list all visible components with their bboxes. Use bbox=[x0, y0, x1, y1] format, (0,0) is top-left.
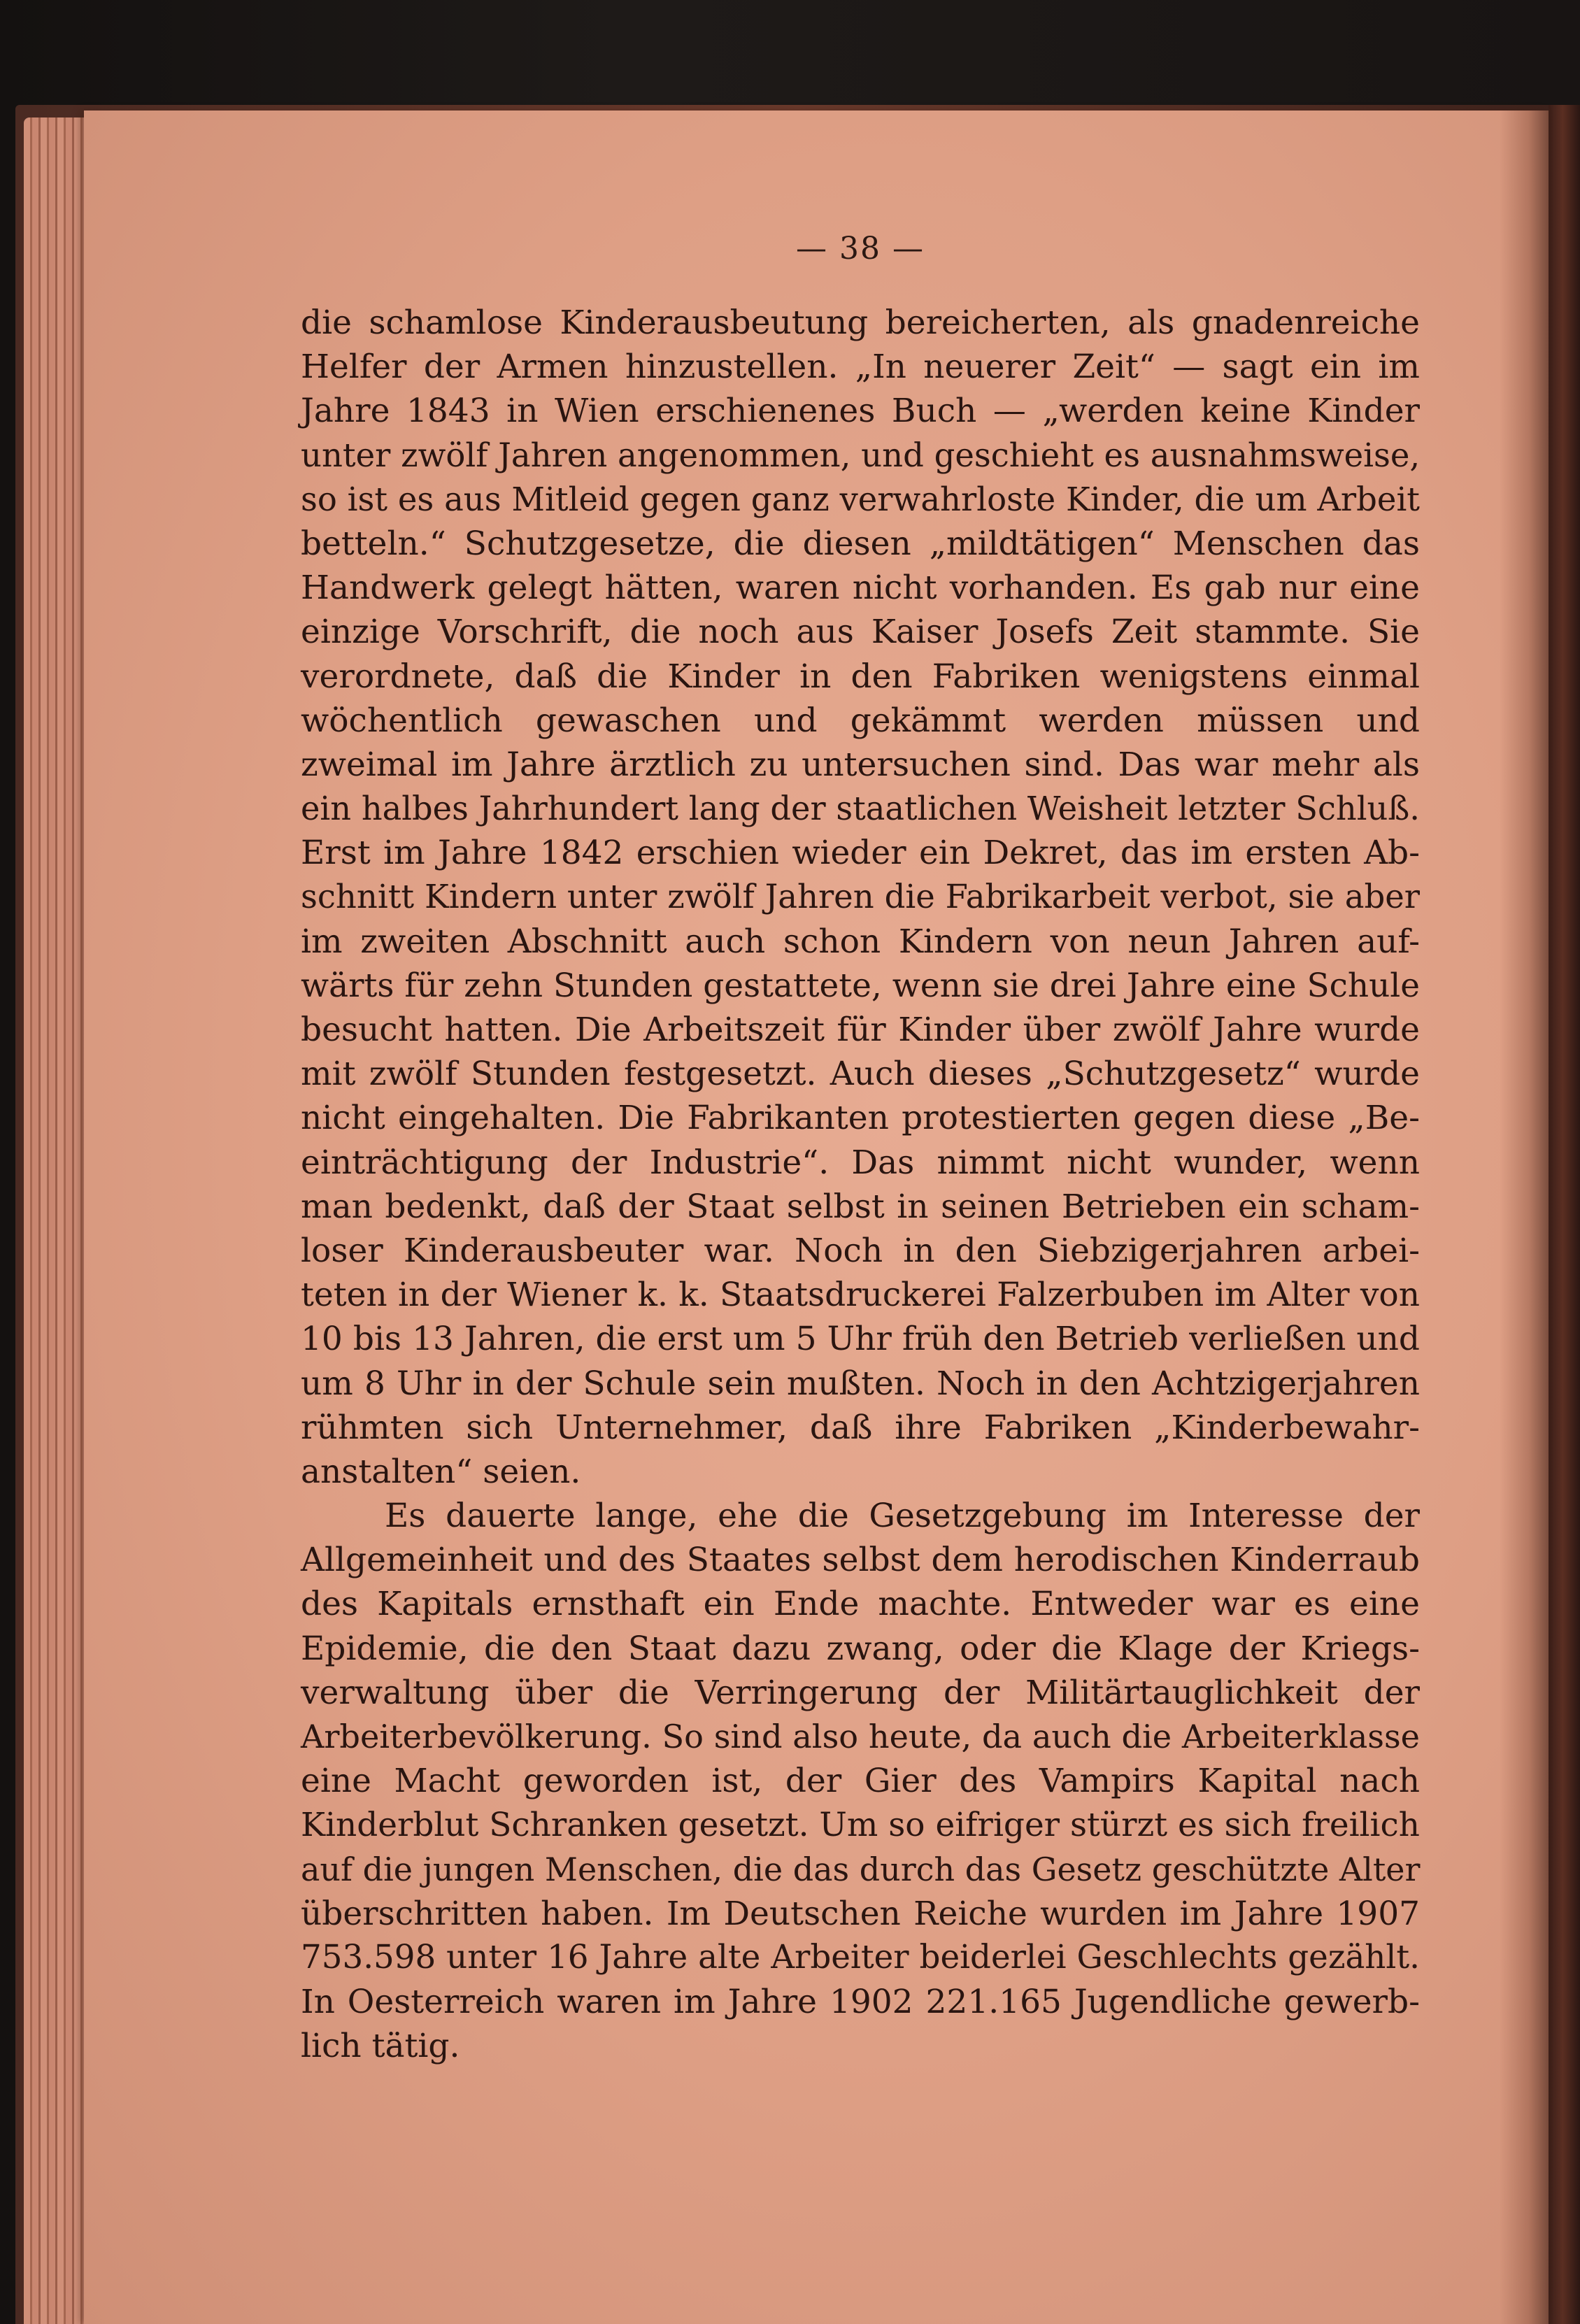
text-line: In Oesterreich waren im Jahre 1902 221.165 Jugendliche gewerb- bbox=[301, 1983, 1420, 2022]
text-line: Handwerk gelegt hätten, waren nicht vorhanden. Es gab nur eine bbox=[301, 569, 1420, 608]
text-line: wöchentlich gewaschen und gekämmt werden müssen und bbox=[301, 701, 1420, 740]
text-line: einzige Vorschrift, die noch aus Kaiser Josefs Zeit stammte. Sie bbox=[301, 613, 1420, 652]
text-line: Kinderblut Schranken gesetzt. Um so eifriger stürzt es sich freilich bbox=[301, 1806, 1420, 1845]
text-line: zweimal im Jahre ärztlich zu untersuchen sind. Das war mehr als bbox=[301, 745, 1420, 784]
text-line: überschritten haben. Im Deutschen Reiche wurden im Jahre 1907 bbox=[301, 1894, 1420, 1933]
text-line: verordnete, daß die Kinder in den Fabriken wenigstens einmal bbox=[301, 657, 1420, 696]
page-gutter-shadow bbox=[1500, 111, 1549, 2324]
text-line: anstalten“ seien. bbox=[301, 1452, 581, 1491]
text-line: rühmten sich Unternehmer, daß ihre Fabriken „Kinderbewahr- bbox=[301, 1408, 1420, 1447]
text-line: ein halbes Jahrhundert lang der staatlichen Weisheit letzter Schluß. bbox=[301, 790, 1420, 828]
text-line: verwaltung über die Verringerung der Militärtauglichkeit der bbox=[301, 1673, 1420, 1712]
text-line: man bedenkt, daß der Staat selbst in seinen Betrieben ein scham- bbox=[301, 1187, 1420, 1226]
text-line: 10 bis 13 Jahren, die erst um 5 Uhr früh den Betrieb verließen und bbox=[301, 1320, 1420, 1359]
text-line: betteln.“ Schutzgesetze, die diesen „mildtätigen“ Menschen das bbox=[301, 524, 1420, 563]
text-line: besucht hatten. Die Arbeitszeit für Kinder über zwölf Jahre wurde bbox=[301, 1011, 1420, 1049]
text-line: schnitt Kindern unter zwölf Jahren die Fabrikarbeit verbot, sie aber bbox=[301, 878, 1420, 916]
paragraph-2 bbox=[301, 1494, 1420, 2068]
text-line: lich tätig. bbox=[301, 2027, 460, 2066]
text-line: Es dauerte lange, ehe die Gesetzgebung im Interesse der bbox=[385, 1497, 1420, 1536]
text-line: loser Kinderausbeuter war. Noch in den Siebzigerjahren arbei- bbox=[301, 1231, 1420, 1270]
text-line: Arbeiterbevölkerung. So sind also heute, da auch die Arbeiterklasse bbox=[301, 1718, 1420, 1755]
text-line: Erst im Jahre 1842 erschien wieder ein Dekret, das im ersten Ab- bbox=[301, 834, 1420, 873]
text-line: nicht eingehalten. Die Fabrikanten protestierten gegen diese „Be- bbox=[301, 1099, 1420, 1138]
text-line: so ist es aus Mitleid gegen ganz verwahrloste Kinder, die um Arbeit bbox=[301, 480, 1420, 518]
text-line: um 8 Uhr in der Schule sein mußten. Noch in den Achtzigerjahren bbox=[301, 1364, 1420, 1403]
text-line: wärts für zehn Stunden gestattete, wenn sie drei Jahre eine Schule bbox=[301, 966, 1420, 1005]
text-line: eine Macht geworden ist, der Gier des Vampirs Kapital nach bbox=[301, 1762, 1420, 1801]
text-line: des Kapitals ernsthaft ein Ende machte. Entweder war es eine bbox=[301, 1585, 1420, 1624]
text-line: mit zwölf Stunden festgesetzt. Auch dieses „Schutzgesetz“ wurde bbox=[301, 1055, 1420, 1094]
text-line: Helfer der Armen hinzustellen. „In neuerer Zeit“ — sagt ein im bbox=[301, 348, 1420, 387]
text-line: auf die jungen Menschen, die das durch das Gesetz geschützte Alter bbox=[301, 1850, 1421, 1888]
text-line: 753.598 unter 16 Jahre alte Arbeiter beiderlei Geschlechts gezählt. bbox=[301, 1938, 1420, 1976]
text-line: Jahre 1843 in Wien erschienenes Buch — „werden keine Kinder bbox=[301, 392, 1420, 431]
text-line: teten in der Wiener k. k. Staatsdruckerei Falzerbuben im Alter von bbox=[301, 1276, 1420, 1315]
book-spine bbox=[1549, 105, 1580, 2324]
body-text bbox=[301, 301, 1420, 2069]
text-line: unter zwölf Jahren angenommen, und geschieht es ausnahmsweise, bbox=[301, 436, 1421, 474]
paragraph-1 bbox=[301, 301, 1420, 1494]
text-line: die schamlose Kinderausbeutung bereicherten, als gnadenreiche bbox=[301, 304, 1420, 342]
text-line: einträchtigung der Industrie“. Das nimmt nicht wunder, wenn bbox=[301, 1143, 1420, 1182]
text-line: Epidemie, die den Staat dazu zwang, oder die Klage der Kriegs- bbox=[301, 1629, 1420, 1668]
text-line: Allgemeinheit und des Staates selbst dem herodischen Kinderraub bbox=[301, 1541, 1420, 1580]
text-line: im zweiten Abschnitt auch schon Kindern von neun Jahren auf- bbox=[301, 922, 1420, 961]
page-number: — 38 — bbox=[796, 231, 925, 266]
